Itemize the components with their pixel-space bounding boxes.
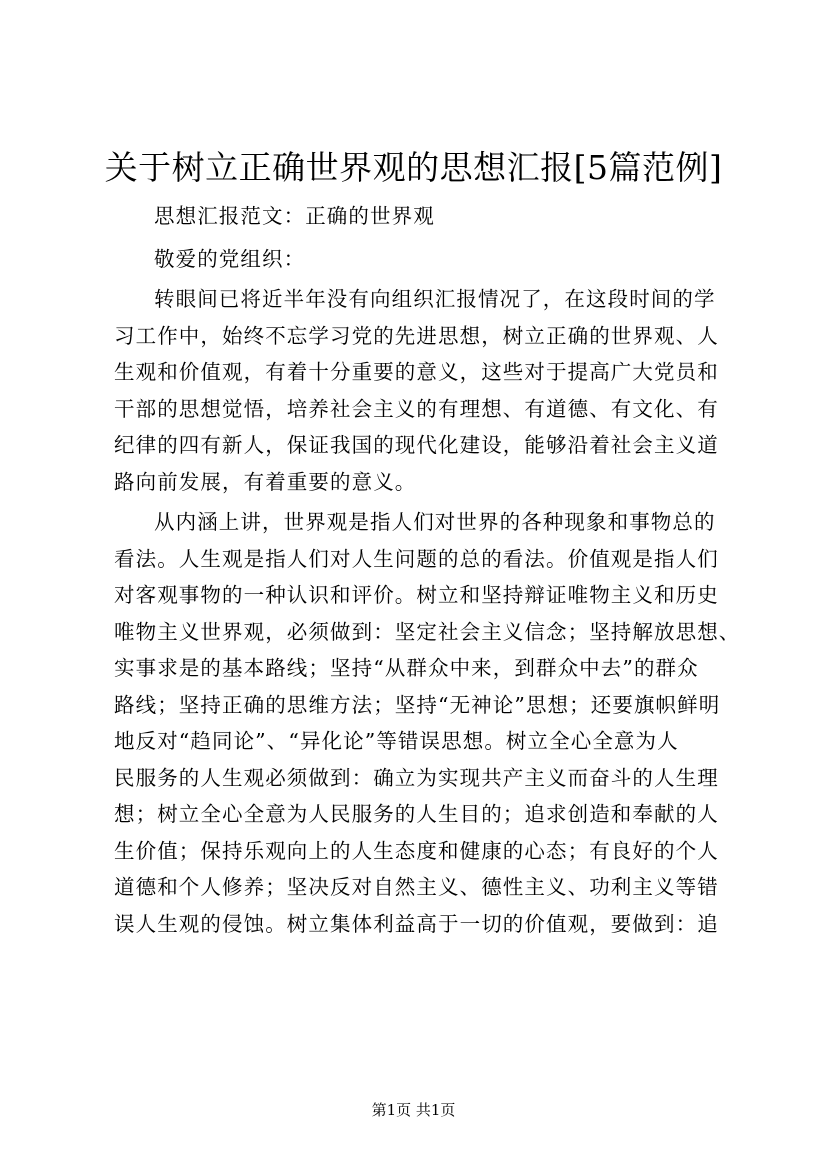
- paragraph-line: 习工作中，始终不忘学习党的先进思想，树立正确的世界观、人: [114, 323, 719, 348]
- paragraph-2: [114, 504, 741, 942]
- paragraph-line: 纪律的四有新人，保证我国的现代化建设，能够沿着社会主义道: [114, 433, 719, 457]
- document-subtitle: 思想汇报范文：正确的世界观: [154, 204, 435, 228]
- document-title: 关于树立正确世界观的思想汇报[5篇范例]: [104, 148, 723, 187]
- salutation: 敬爱的党组织：: [154, 246, 306, 271]
- paragraph-line: 看法。人生观是指人们对人生问题的总的看法。价值观是指人们: [114, 546, 719, 571]
- paragraph-line: 地反对“趋同论”、“异化论”等错误思想。树立全心全意为人: [114, 729, 679, 753]
- paragraph-1: [114, 281, 726, 500]
- paragraph-line: 唯物主义世界观，必须做到：坚定社会主义信念；坚持解放思想、: [114, 619, 741, 644]
- paragraph-line: 从内涵上讲，世界观是指人们对世界的各种现象和事物总的: [154, 510, 716, 534]
- paragraph-line: 生观和价值观，有着十分重要的意义，这些对于提高广大党员和: [114, 360, 719, 384]
- paragraph-line: 对客观事物的一种认识和评价。树立和坚持辩证唯物主义和历史: [114, 583, 719, 607]
- paragraph-line: 干部的思想觉悟，培养社会主义的有理想、有道德、有文化、有: [114, 396, 719, 421]
- page-number-footer: 第1页 共1页: [371, 1101, 456, 1119]
- paragraph-line: 路线；坚持正确的思维方法；坚持“无神论”思想；还要旗帜鲜明: [114, 692, 721, 717]
- paragraph-line: 想；树立全心全意为人民服务的人生目的；追求创造和奉献的人: [114, 802, 719, 826]
- document-body: [114, 198, 741, 946]
- paragraph-line: 民服务的人生观必须做到：确立为实现共产主义而奋斗的人生理: [114, 765, 719, 790]
- paragraph-line: 误人生观的侵蚀。树立集体利益高于一切的价值观，要做到：追: [114, 911, 719, 936]
- paragraph-line: 路向前发展，有着重要的意义。: [114, 469, 417, 494]
- paragraph-line: 转眼间已将近半年没有向组织汇报情况了，在这段时间的学: [154, 287, 716, 311]
- paragraph-line: 生价值；保持乐观向上的人生态度和健康的心态；有良好的个人: [114, 838, 719, 863]
- paragraph-line: 道德和个人修养；坚决反对自然主义、德性主义、功利主义等错: [114, 875, 719, 899]
- paragraph-line: 实事求是的基本路线；坚持“从群众中来，到群众中去”的群众: [114, 656, 699, 680]
